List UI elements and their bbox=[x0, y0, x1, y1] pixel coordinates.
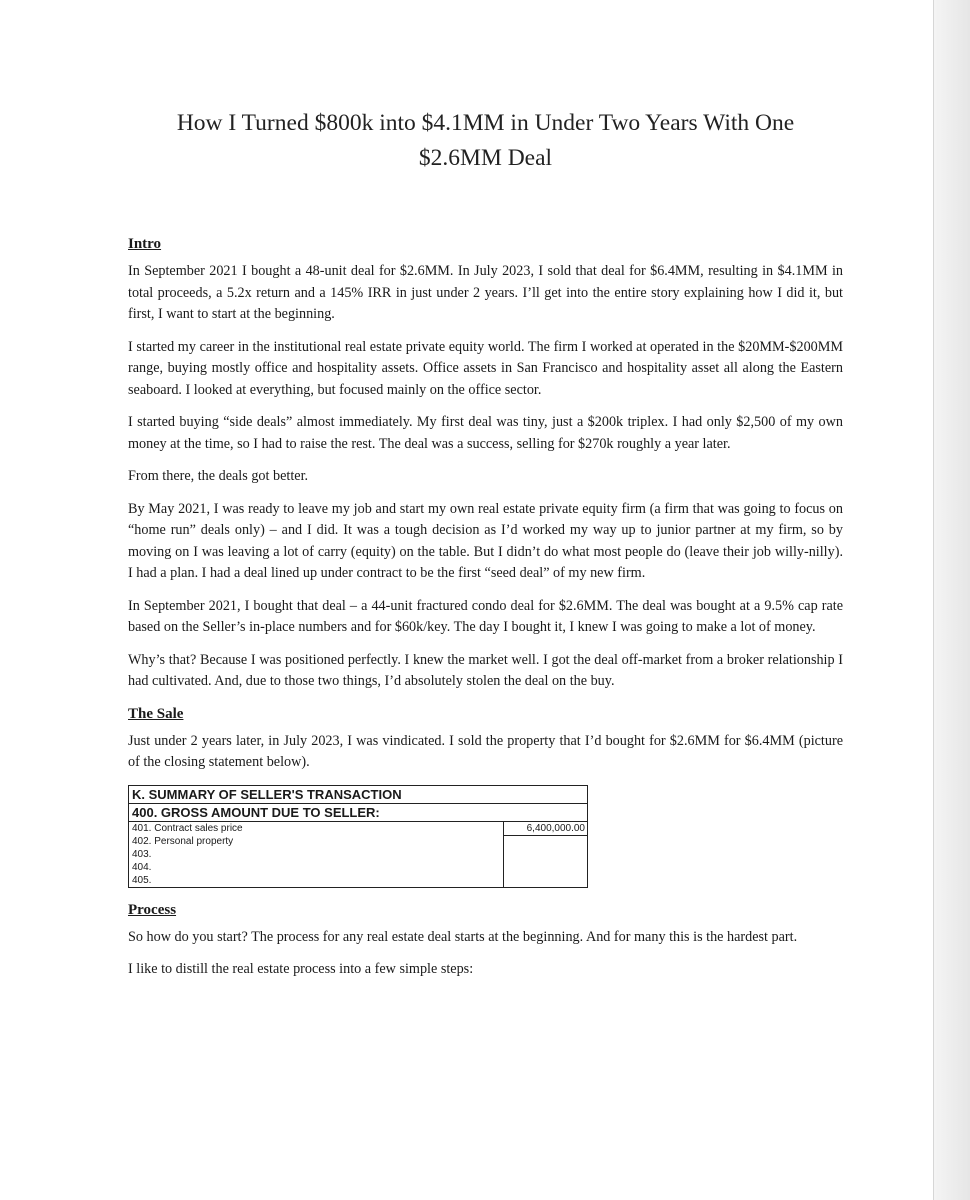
intro-paragraph-4: From there, the deals got better. bbox=[128, 468, 309, 484]
closing-statement-header-1: K. SUMMARY OF SELLER'S TRANSACTION bbox=[129, 786, 587, 804]
table-row-label: 403. bbox=[132, 848, 152, 860]
section-heading-intro: Intro bbox=[128, 236, 162, 252]
section-sale bbox=[128, 704, 843, 888]
intro-paragraph-7: Why’s that? Because I was positioned perfectly. I knew the market well. I got the deal off-market from a broker relationship I had cultivated. And, due to those two things, I’d absolutely stolen the deal on the buy. bbox=[128, 651, 843, 689]
closing-statement-header-2: 400. GROSS AMOUNT DUE TO SELLER: bbox=[129, 804, 587, 822]
document-title bbox=[128, 106, 843, 176]
section-intro bbox=[128, 234, 843, 693]
title-line-1: How I Turned $800k into $4.1MM in Under Two Years With One bbox=[176, 110, 795, 136]
process-paragraph-2: I like to distill the real estate process into a few simple steps: bbox=[128, 961, 474, 977]
intro-paragraph-2: I started my career in the institutional real estate private equity world. The firm I worked at operated in the $20MM-$200MM range, buying mostly office and hospitality assets. Office assets in San Francisco and hospitality asset all along the Eastern seaboard. I looked at everything, but focused mainly on the office sector. bbox=[128, 338, 843, 398]
intro-paragraph-3: I started buying “side deals” almost immediately. My first deal was tiny, just a $200k triplex. I had only $2,500 of my own money at the time, so I had to raise the rest. The deal was a success, selling for $270k roughly a year later. bbox=[128, 414, 843, 452]
table-row-label: 402. Personal property bbox=[132, 835, 234, 847]
next-page-edge bbox=[933, 0, 970, 1200]
title-line-2: $2.6MM Deal bbox=[418, 145, 553, 171]
section-heading-process: Process bbox=[128, 901, 177, 918]
table-row-label: 401. Contract sales price bbox=[132, 822, 243, 834]
contract-sales-price-amount: 6,400,000.00 bbox=[504, 822, 587, 836]
section-heading-sale: The Sale bbox=[128, 705, 184, 722]
section-process bbox=[128, 900, 843, 981]
table-row-label: 405. bbox=[132, 874, 152, 886]
intro-paragraph-6: In September 2021, I bought that deal – a 44-unit fractured condo deal for $2.6MM. The deal was bought at a 9.5% cap rate based on the Seller’s in-place numbers and for $60k/key. The day I bought it, I knew I was going to make a lot of money. bbox=[128, 597, 843, 635]
table-row-label: 404. bbox=[132, 861, 152, 873]
sale-paragraph-1: Just under 2 years later, in July 2023, I was vindicated. I sold the property that I’d bought for $2.6MM for $6.4MM (picture of the closing statement below). bbox=[128, 732, 843, 770]
intro-paragraph-1: In September 2021 I bought a 48-unit deal for $2.6MM. In July 2023, I sold that deal for $6.4MM, resulting in $4.1MM in total proceeds, a 5.2x return and a 145% IRR in just under 2 years. I’ll get into the entire story explaining how I did it, but first, I want to start at the beginning. bbox=[128, 263, 843, 322]
closing-statement-table bbox=[128, 785, 588, 888]
closing-statement-label-column bbox=[129, 822, 504, 887]
process-paragraph-1: So how do you start? The process for any real estate deal starts at the beginning. And for many this is the hardest part. bbox=[128, 928, 798, 945]
document-page bbox=[128, 106, 843, 992]
intro-paragraph-5: By May 2021, I was ready to leave my job and start my own real estate private equity firm (a firm that was going to focus on “home run” deals only) – and I did. It was a tough decision as I’d worked my way up to junior partner at my firm, so by moving on I was leaving a lot of carry (equity) on the table. But I didn’t do what most people do (leave their job willy-nilly). I had a plan. I had a deal lined up under contract to be the first “seed deal” of my new firm. bbox=[128, 500, 843, 581]
closing-statement-amount-column bbox=[504, 822, 587, 887]
closing-statement-rows bbox=[129, 822, 587, 887]
